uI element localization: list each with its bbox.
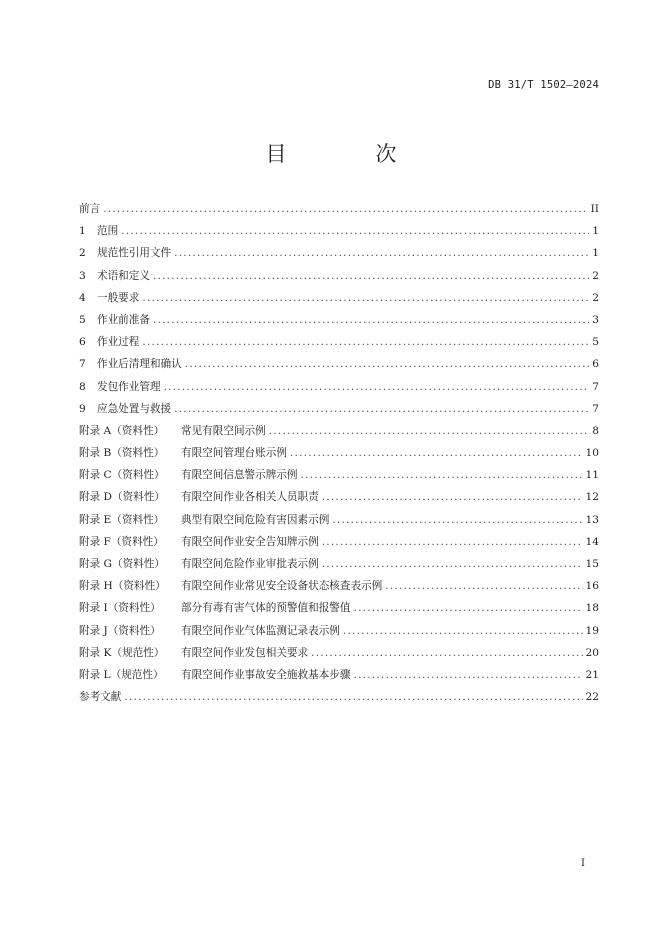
toc-entry-number: 2 bbox=[79, 247, 86, 260]
toc-entry-appendix: 附录 C（资料性） bbox=[79, 469, 165, 482]
toc-entry-page: 20 bbox=[585, 646, 599, 659]
toc-entry-page: 7 bbox=[592, 402, 599, 415]
toc-leader-dots bbox=[354, 669, 583, 681]
toc-leader-dots bbox=[153, 270, 589, 282]
toc-entry-number: 1 bbox=[79, 225, 86, 238]
toc-entry[interactable] bbox=[79, 379, 599, 401]
toc-entry-label: 作业后清理和确认 bbox=[97, 358, 182, 371]
toc-entry-page: 15 bbox=[585, 558, 599, 570]
toc-entry-appendix: 附录 F（资料性） bbox=[79, 535, 164, 548]
toc-entry[interactable] bbox=[79, 445, 599, 467]
toc-entry-page: 10 bbox=[585, 447, 599, 460]
toc-entry-number: 5 bbox=[79, 313, 86, 326]
toc-entry-label: 有限空间管理台账示例 bbox=[181, 447, 287, 460]
toc-entry-label: 规范性引用文件 bbox=[97, 247, 172, 260]
toc-entry-page: 19 bbox=[585, 624, 599, 637]
toc-entry-label: 有限空间作业气体监测记录表示例 bbox=[181, 624, 340, 637]
toc-leader-dots bbox=[124, 691, 582, 703]
toc-entry-page: 22 bbox=[585, 691, 599, 704]
toc-entry-label: 常见有限空间示例 bbox=[181, 424, 266, 437]
toc-entry[interactable] bbox=[79, 600, 599, 622]
toc-entry-appendix: 附录 G（资料性） bbox=[79, 558, 165, 570]
toc-entry[interactable] bbox=[79, 334, 599, 356]
toc-entry-appendix: 附录 D（资料性） bbox=[79, 491, 166, 504]
toc-leader-dots bbox=[385, 580, 582, 592]
toc-leader-dots bbox=[290, 447, 583, 459]
toc-entry-page: 6 bbox=[592, 358, 599, 371]
toc-entry[interactable] bbox=[79, 489, 599, 511]
toc-entry-appendix: 附录 K（规范性） bbox=[79, 646, 165, 659]
toc-entry-appendix: 附录 L（规范性） bbox=[79, 668, 164, 681]
toc-leader-dots bbox=[311, 647, 582, 659]
toc-entry[interactable] bbox=[79, 667, 599, 689]
toc-entry[interactable] bbox=[79, 556, 599, 578]
toc-leader-dots bbox=[164, 381, 590, 393]
toc-leader-dots bbox=[142, 292, 589, 304]
toc-entry-page: 11 bbox=[585, 469, 599, 482]
toc-entry[interactable] bbox=[79, 423, 599, 445]
toc-leader-dots bbox=[174, 403, 589, 415]
toc-leader-dots bbox=[185, 358, 590, 370]
toc-entry-appendix: 附录 H（资料性） bbox=[79, 580, 166, 593]
toc-entry-page: 13 bbox=[585, 513, 599, 526]
toc-entry[interactable] bbox=[79, 467, 599, 489]
toc-entry-page: 14 bbox=[585, 535, 599, 548]
toc-entry-label: 前言 bbox=[79, 203, 101, 215]
toc-entry-page: 5 bbox=[592, 336, 599, 349]
toc-entry-page: 2 bbox=[592, 291, 599, 304]
toc-entry-page: 8 bbox=[592, 424, 599, 437]
toc-entry[interactable] bbox=[79, 401, 599, 423]
toc-entry[interactable] bbox=[79, 201, 599, 223]
toc-entry[interactable] bbox=[79, 534, 599, 556]
toc-entry-number: 9 bbox=[79, 402, 86, 415]
toc-entry-appendix: 附录 B（资料性） bbox=[79, 447, 165, 460]
toc-entry-label: 应急处置与救援 bbox=[97, 402, 172, 415]
toc-leader-dots bbox=[301, 469, 583, 481]
toc-entry-appendix: 附录 I（资料性） bbox=[79, 602, 161, 615]
toc-entry-label: 范围 bbox=[97, 225, 119, 238]
toc-entry-page: II bbox=[590, 203, 599, 215]
toc-leader-dots bbox=[121, 225, 589, 237]
toc-leader-dots bbox=[103, 203, 587, 215]
toc-entry-appendix: 附录 A（资料性） bbox=[79, 424, 165, 437]
toc-leader-dots bbox=[322, 536, 583, 548]
toc-entry[interactable] bbox=[79, 245, 599, 267]
toc-entry[interactable] bbox=[79, 268, 599, 290]
toc-entry-page: 12 bbox=[585, 491, 599, 504]
toc-entry[interactable] bbox=[79, 356, 599, 378]
toc-entry[interactable] bbox=[79, 689, 599, 711]
toc-leader-dots bbox=[354, 602, 583, 614]
toc-entry-number: 4 bbox=[79, 291, 86, 304]
toc-entry-number: 3 bbox=[79, 269, 86, 282]
toc-entry-number: 7 bbox=[79, 358, 86, 371]
toc-leader-dots bbox=[142, 336, 589, 348]
toc-entry[interactable] bbox=[79, 312, 599, 334]
toc-entry[interactable] bbox=[79, 623, 599, 645]
toc-entry-label: 作业前准备 bbox=[97, 313, 150, 326]
toc-entry-label: 有限空间危险作业审批表示例 bbox=[181, 558, 319, 570]
page-title: 目 次 bbox=[265, 142, 431, 166]
toc-entry-page: 3 bbox=[592, 313, 599, 326]
toc-entry-page: 18 bbox=[585, 602, 599, 615]
toc-entry[interactable] bbox=[79, 290, 599, 312]
toc-entry-label: 有限空间作业事故安全施救基本步骤 bbox=[181, 668, 351, 681]
toc-entry-label: 典型有限空间危险有害因素示例 bbox=[181, 513, 330, 526]
table-of-contents bbox=[79, 201, 599, 711]
toc-entry-label: 术语和定义 bbox=[97, 269, 150, 282]
toc-entry[interactable] bbox=[79, 512, 599, 534]
toc-entry-page: 16 bbox=[585, 580, 599, 593]
toc-entry-label: 有限空间信息警示牌示例 bbox=[181, 469, 298, 482]
toc-entry-appendix: 附录 E（资料性） bbox=[79, 513, 165, 526]
toc-entry-label: 有限空间作业安全告知牌示例 bbox=[181, 535, 319, 548]
toc-entry[interactable] bbox=[79, 645, 599, 667]
toc-entry-label: 参考文献 bbox=[79, 691, 122, 704]
toc-leader-dots bbox=[269, 425, 590, 437]
toc-leader-dots bbox=[332, 514, 582, 526]
page-number: I bbox=[581, 858, 585, 869]
toc-leader-dots bbox=[322, 558, 583, 570]
toc-entry-label: 作业过程 bbox=[97, 336, 140, 349]
toc-entry-label: 有限空间作业常见安全设备状态核查表示例 bbox=[181, 580, 383, 593]
toc-entry-page: 7 bbox=[592, 380, 599, 393]
toc-entry-label: 一般要求 bbox=[97, 291, 140, 304]
toc-entry-appendix: 附录 J（资料性） bbox=[79, 624, 161, 637]
toc-leader-dots bbox=[153, 314, 589, 326]
toc-leader-dots bbox=[174, 247, 589, 259]
toc-entry-number: 6 bbox=[79, 336, 86, 349]
toc-leader-dots bbox=[322, 491, 583, 503]
toc-entry-page: 1 bbox=[592, 247, 599, 260]
toc-entry-label: 部分有毒有害气体的预警值和报警值 bbox=[181, 602, 351, 615]
toc-entry-label: 有限空间作业各相关人员职责 bbox=[181, 491, 319, 504]
toc-entry-label: 有限空间作业发包相关要求 bbox=[181, 646, 309, 659]
toc-leader-dots bbox=[343, 625, 583, 637]
toc-entry[interactable] bbox=[79, 578, 599, 600]
toc-entry-number: 8 bbox=[79, 380, 86, 393]
toc-entry-page: 2 bbox=[592, 269, 599, 282]
standard-code: DB 31/T 1502—2024 bbox=[488, 79, 599, 91]
toc-entry-page: 1 bbox=[592, 225, 599, 238]
toc-entry-page: 21 bbox=[585, 668, 599, 681]
toc-entry[interactable] bbox=[79, 223, 599, 245]
toc-entry-label: 发包作业管理 bbox=[97, 380, 161, 393]
